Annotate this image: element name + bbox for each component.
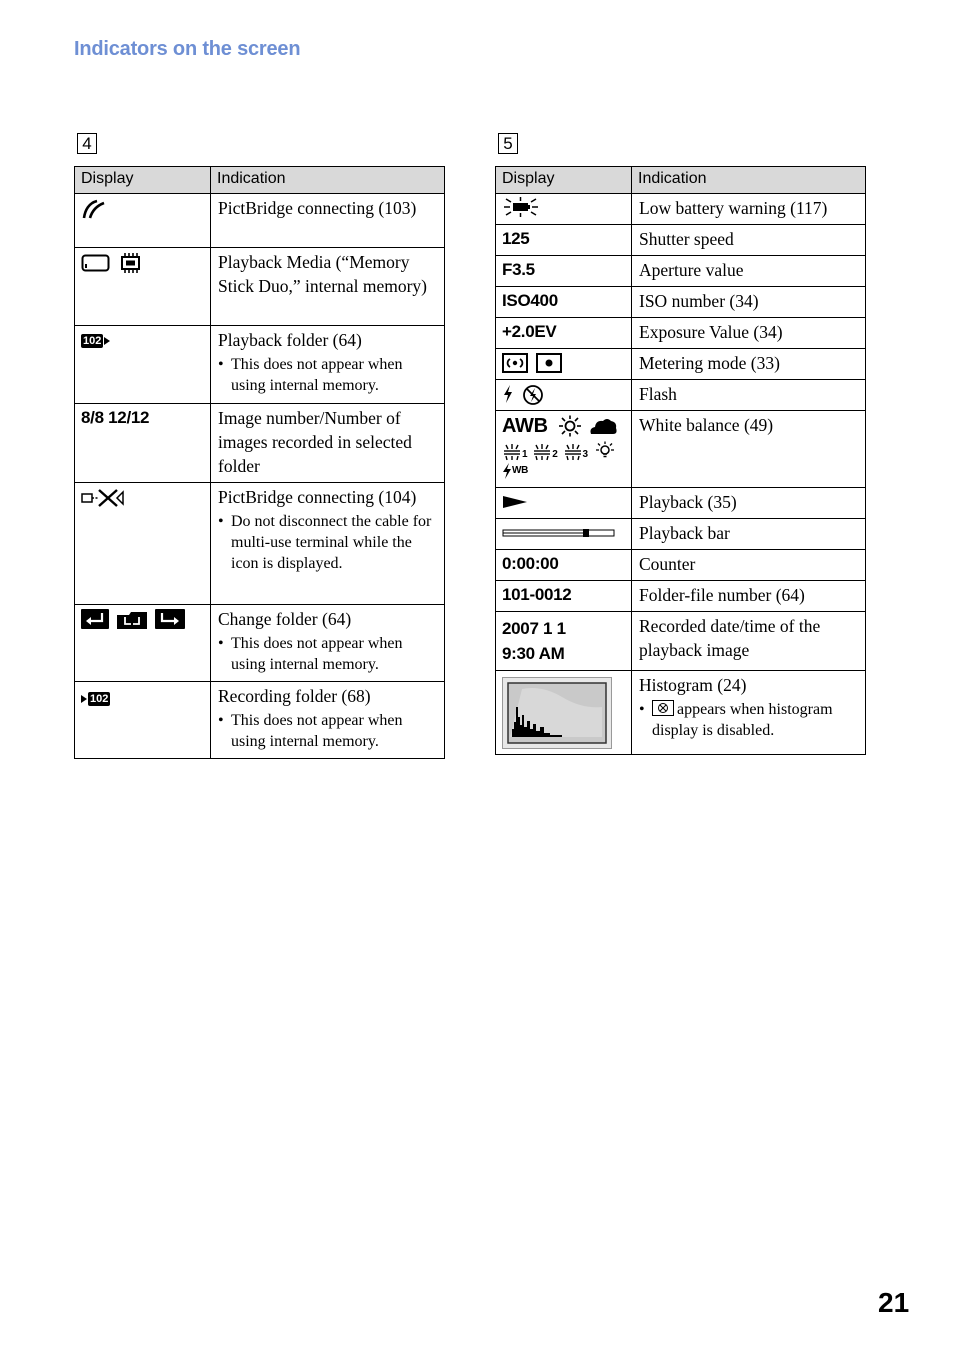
table-row — [75, 483, 445, 605]
indication-text: PictBridge connecting (103) — [218, 198, 417, 218]
indication-text: Low battery warning (117) — [639, 198, 828, 218]
indication-cell — [632, 550, 866, 581]
folder-file-number-display: 101-0012 — [502, 585, 572, 604]
daylight-wb-icon — [558, 415, 582, 437]
table-row — [496, 411, 866, 488]
histogram-image — [502, 677, 612, 749]
playback-bar-icon — [502, 523, 616, 543]
low-battery-icon — [502, 196, 540, 218]
change-folder-forward-icon — [155, 609, 185, 629]
fluorescent-2-wb-icon — [532, 443, 552, 461]
indication-text: Image number/Number of images recorded in selected folder — [218, 408, 412, 476]
indication-cell — [632, 287, 866, 318]
note: • This does not appear when using internal memory. — [218, 354, 438, 396]
indication-text: Recording folder (68) — [218, 686, 371, 706]
indication-text: Recorded date/time of the playback image — [639, 616, 821, 660]
indication-cell — [632, 256, 866, 287]
memory-stick-icon — [81, 252, 111, 274]
indication-cell — [632, 581, 866, 612]
fluorescent-1-wb-icon — [502, 443, 522, 461]
table-row — [75, 194, 445, 248]
column-header-display: Display — [496, 167, 632, 194]
spot-metering-icon — [536, 353, 562, 373]
display-cell — [75, 605, 211, 682]
awb-label: AWB — [502, 415, 548, 437]
recording-folder-icon — [81, 692, 110, 706]
indication-cell — [632, 488, 866, 519]
folder-number-label: 102 — [83, 335, 102, 347]
indication-cell — [211, 682, 445, 759]
image-number-display: 8/8 12/12 — [81, 408, 150, 427]
pictbridge-do-not-disconnect-icon — [81, 487, 125, 509]
page-number: 21 — [878, 1287, 910, 1318]
indication-cell — [211, 326, 445, 404]
aperture-display: F3.5 — [502, 260, 535, 279]
note-text: This does not appear when using internal memory. — [231, 356, 403, 394]
indication-cell — [632, 612, 866, 671]
indication-cell — [211, 194, 445, 248]
table-row — [75, 605, 445, 682]
display-cell — [496, 550, 632, 581]
histogram-disabled-icon — [652, 700, 674, 716]
pictbridge-connecting-icon — [81, 198, 107, 220]
display-cell — [75, 326, 211, 404]
indicator-table-5 — [495, 166, 866, 755]
display-cell — [496, 671, 632, 755]
note: • This does not appear when using internal memory. — [218, 633, 438, 675]
indication-cell — [211, 404, 445, 483]
indication-cell — [211, 605, 445, 682]
section-4-number: 4 — [77, 133, 97, 154]
table-row — [496, 581, 866, 612]
column-header-indication: Indication — [211, 167, 445, 194]
display-cell — [496, 318, 632, 349]
fluorescent-3-wb-icon — [563, 443, 583, 461]
flash-icon — [502, 384, 514, 404]
indication-text: Aperture value — [639, 260, 744, 280]
indication-text: White balance (49) — [639, 415, 774, 435]
display-cell — [496, 194, 632, 225]
cloudy-wb-icon — [588, 416, 618, 436]
indication-text: Playback Media (“Memory Stick Duo,” internal memory) — [218, 252, 427, 296]
display-cell — [75, 682, 211, 759]
indication-text: PictBridge connecting (104) — [218, 487, 417, 507]
display-cell — [496, 380, 632, 411]
display-cell — [75, 483, 211, 605]
table-row — [496, 488, 866, 519]
indication-text: Change folder (64) — [218, 609, 352, 629]
display-cell — [75, 194, 211, 248]
table-row — [496, 349, 866, 380]
wb-subscript: 2 — [552, 449, 558, 460]
center-weighted-metering-icon — [502, 353, 528, 373]
shutter-speed-display: 125 — [502, 229, 530, 248]
indication-cell — [632, 380, 866, 411]
table-header-row — [496, 167, 866, 194]
table-row — [75, 326, 445, 404]
table-row — [496, 550, 866, 581]
indication-cell — [211, 248, 445, 326]
indication-text: Folder-file number (64) — [639, 585, 805, 605]
indication-text: Shutter speed — [639, 229, 734, 249]
table-row — [496, 671, 866, 755]
incandescent-wb-icon — [594, 441, 616, 461]
display-cell — [75, 404, 211, 483]
table-row — [496, 225, 866, 256]
indication-cell — [632, 411, 866, 488]
indication-text: Metering mode (33) — [639, 353, 780, 373]
indication-text: Histogram (24) — [639, 675, 747, 695]
flash-wb-icon — [502, 463, 512, 479]
indication-cell — [632, 318, 866, 349]
note: • This does not appear when using internal memory. — [218, 710, 438, 752]
counter-display: 0:00:00 — [502, 554, 559, 573]
table-row — [496, 318, 866, 349]
indication-cell — [632, 671, 866, 755]
change-folder-icon — [117, 609, 147, 629]
display-cell — [496, 581, 632, 612]
note: • Do not disconnect the cable for multi-use terminal while the icon is displayed. — [218, 511, 438, 574]
exposure-value-display: +2.0EV — [502, 322, 557, 341]
page-header: Indicators on the screen — [74, 38, 301, 60]
indication-text: ISO number (34) — [639, 291, 759, 311]
recorded-date-display: 2007 1 1 — [502, 619, 566, 638]
display-cell — [496, 256, 632, 287]
note-text: appears when histogram display is disabled. — [652, 701, 833, 739]
column-header-indication: Indication — [632, 167, 866, 194]
wb-subscript: 3 — [582, 449, 588, 460]
table-row — [496, 380, 866, 411]
note-text: This does not appear when using internal memory. — [231, 635, 403, 673]
flash-off-icon — [522, 384, 544, 406]
indication-cell — [632, 349, 866, 380]
indication-text: Playback (35) — [639, 492, 737, 512]
table-row — [75, 682, 445, 759]
indication-text: Exposure Value (34) — [639, 322, 783, 342]
indicator-table-4 — [74, 166, 445, 759]
table-header-row — [75, 167, 445, 194]
indication-text: Counter — [639, 554, 696, 574]
display-cell — [75, 248, 211, 326]
recorded-time-display: 9:30 AM — [502, 644, 565, 663]
display-cell — [496, 349, 632, 380]
internal-memory-icon — [118, 252, 144, 274]
playback-folder-icon — [81, 334, 110, 348]
table-row — [75, 248, 445, 326]
display-cell — [496, 612, 632, 671]
note-text: Do not disconnect the cable for multi-use terminal while the icon is displayed. — [231, 513, 432, 572]
table-row — [496, 612, 866, 671]
display-cell — [496, 411, 632, 488]
indication-text: Flash — [639, 384, 677, 404]
section-5-number: 5 — [498, 133, 518, 154]
note: • appears when histogram display is disabled. — [639, 701, 833, 739]
playback-icon — [502, 494, 528, 510]
iso-display: ISO400 — [502, 291, 558, 310]
table-row — [75, 404, 445, 483]
indication-text: Playback folder (64) — [218, 330, 362, 350]
table-row — [496, 287, 866, 318]
indication-text: Playback bar — [639, 523, 730, 543]
table-row — [496, 194, 866, 225]
note-text: This does not appear when using internal memory. — [231, 712, 403, 750]
flash-wb-label: WB — [512, 465, 529, 476]
display-cell — [496, 488, 632, 519]
indication-cell — [632, 194, 866, 225]
table-row — [496, 519, 866, 550]
table-row — [496, 256, 866, 287]
display-cell — [496, 287, 632, 318]
display-cell — [496, 519, 632, 550]
indication-cell — [632, 225, 866, 256]
change-folder-back-icon — [81, 609, 109, 629]
indication-cell — [632, 519, 866, 550]
folder-number-label: 102 — [90, 693, 109, 705]
wb-subscript: 1 — [522, 449, 528, 460]
display-cell — [496, 225, 632, 256]
column-header-display: Display — [75, 167, 211, 194]
indication-cell — [211, 483, 445, 605]
